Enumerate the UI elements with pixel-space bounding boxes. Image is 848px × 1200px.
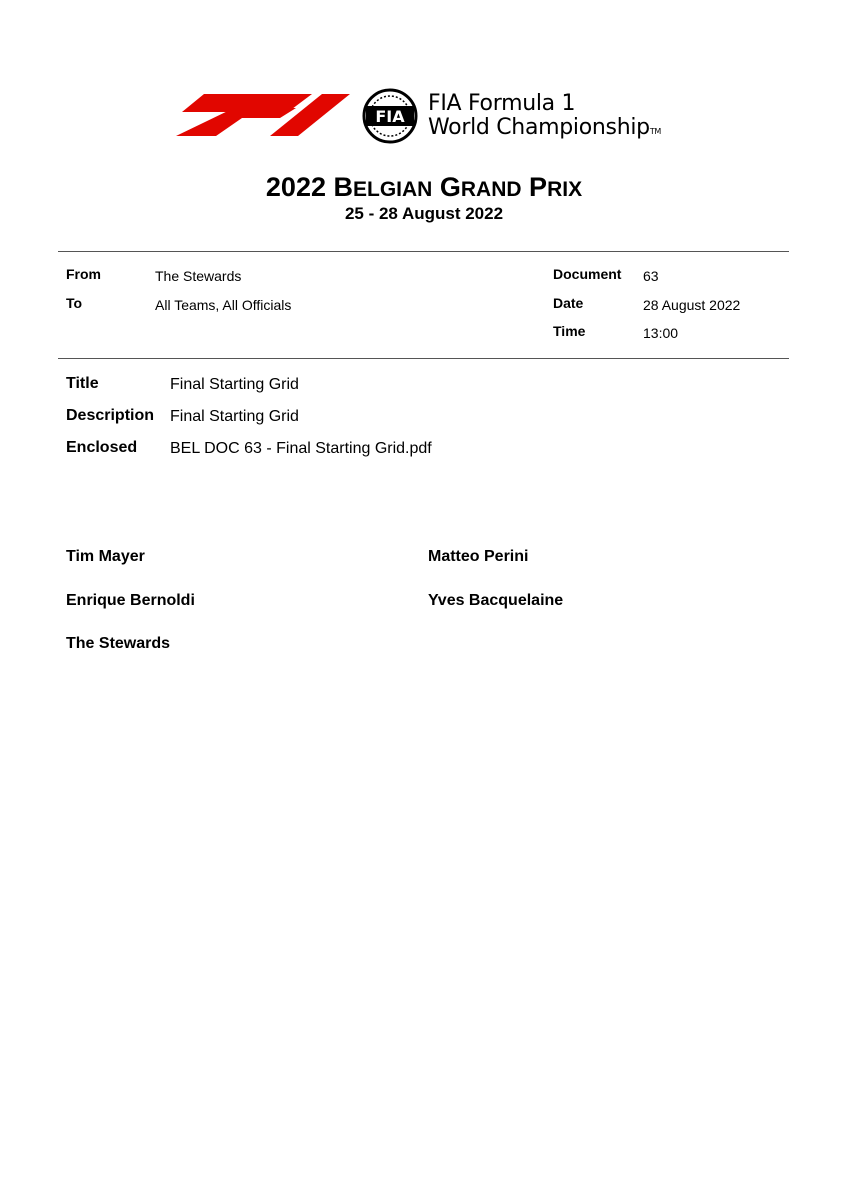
f1-logo [176, 86, 696, 146]
title-value: Final Starting Grid [170, 376, 299, 393]
enclosed-label: Enclosed [66, 439, 138, 456]
header-rule-bottom [58, 358, 789, 359]
event-title: 2022 BELGIAN GRAND PRIX [265, 172, 583, 202]
from-label: From [66, 266, 101, 282]
enclosed-attachment-link[interactable]: BEL DOC 63 - Final Starting Grid.pdf [170, 440, 432, 457]
time-label: Time [553, 323, 586, 339]
steward-signature-3: Enrique Bernoldi [66, 592, 195, 609]
f1-emblem-icon [176, 86, 428, 146]
document-value: 63 [643, 268, 659, 284]
document-label: Document [553, 266, 622, 282]
steward-signature-2: Matteo Perini [428, 548, 529, 565]
description-label: Description [66, 407, 155, 424]
to-value: All Teams, All Officials [155, 297, 292, 313]
to-label: To [66, 295, 83, 311]
time-value: 13:00 [643, 325, 679, 341]
date-value: 28 August 2022 [643, 297, 741, 313]
steward-signature-4: Yves Bacquelaine [428, 592, 564, 609]
event-dates: 25 - 28 August 2022 [344, 204, 504, 223]
title-label: Title [66, 375, 99, 392]
header-rule-top [58, 251, 789, 252]
logo-line-2: World ChampionshipTM [428, 115, 662, 140]
logo-wordmark [428, 92, 661, 144]
logo-line-1: FIA Formula 1 [428, 91, 576, 116]
stewards-signoff: The Stewards [66, 635, 171, 652]
trademark-mark: TM [649, 127, 662, 136]
from-value: The Stewards [155, 268, 242, 284]
steward-signature-1: Tim Mayer [66, 548, 145, 565]
fia-badge-text: FIA [375, 107, 405, 126]
description-value: Final Starting Grid [170, 408, 299, 425]
date-label: Date [553, 295, 584, 311]
